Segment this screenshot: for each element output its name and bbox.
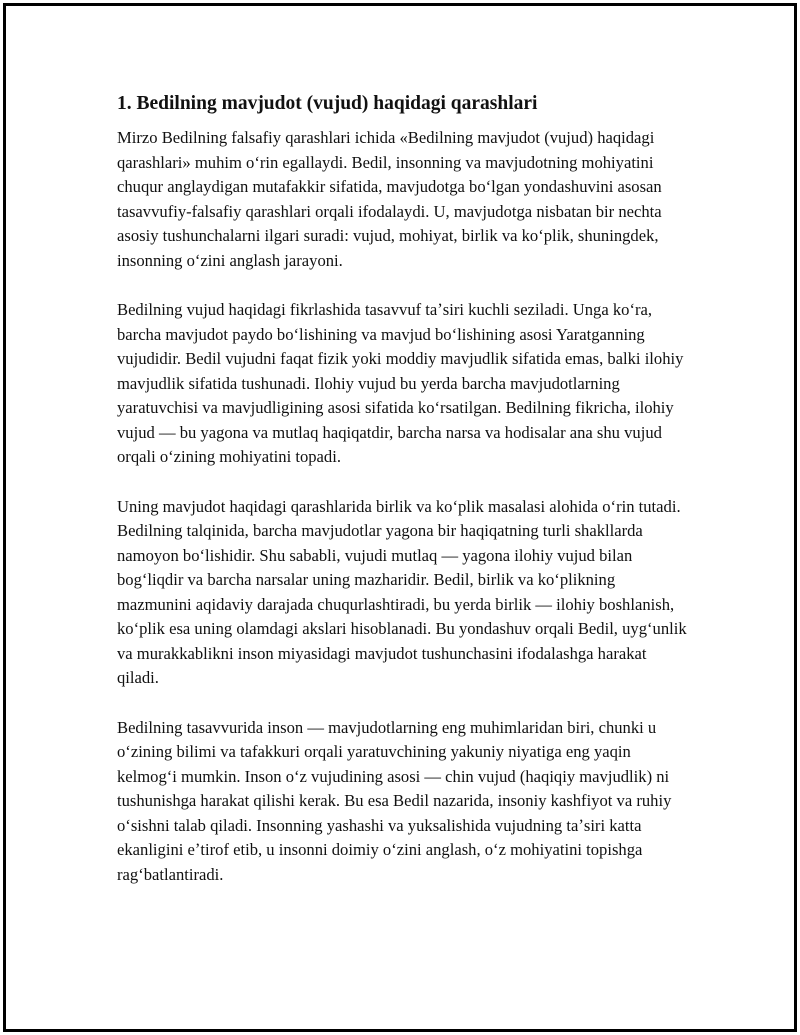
section-heading: 1. Bedilning mavjudot (vujud) haqidagi qarashlari (117, 93, 538, 114)
paragraph-2: Bedilning vujud haqidagi fikrlashida tasavvuf taʼsiri kuchli seziladi. Unga koʻra, barcha mavjudot paydo boʻlishining va mavjud boʻlishining asosi Yaratganning vujudidir. Bedil vujudni faqat fizik yoki moddiy mavjudlik sifatida emas, balki ilohiy mavjudlik sifatida tushunadi. Ilohiy vujud bu yerda barcha mavjudotlarning yaratuvchisi va mavjudligining asosi sifatida koʻrsatilgan. Bedilning fikricha, ilohiy vujud — bu yagona va mutlaq haqiqatdir, barcha narsa va hodisalar ana shu vujud orqali oʻzining mohiyatini topadi. (117, 300, 684, 466)
paragraph-3: Uning mavjudot haqidagi qarashlarida birlik va koʻplik masalasi alohida oʻrin tutadi. Bedilning talqinida, barcha mavjudotlar yagona bir haqiqatning turli shakllarda namoyon boʻlishidir. Shu sababli, vujudi mutlaq — yagona ilohiy vujud bilan bogʻliqdir va barcha narsalar uning mazharidir. Bedil, birlik va koʻplikning mazmunini aqidaviy darajada chuqurlashtiradi, bu yerda birlik — ilohiy boshlanish, koʻplik esa uning olamdagi akslari hisoblanadi. Bu yondashuv orqali Bedil, uygʻunlik va murakkablikni inson miyasidagi mavjudot tushunchasini ifodalashga harakat qiladi. (117, 496, 687, 687)
paragraph-1: Mirzo Bedilning falsafiy qarashlari ichida «Bedilning mavjudot (vujud) haqidagi qarashlari» muhim oʻrin egallaydi. Bedil, insonning va mavjudotning mohiyatini chuqur anglaydigan mutafakkir sifatida, mavjudotga boʻlgan yondashuvini asosan tasavvufiy-falsafiy qarashlari orqali ifodalaydi. U, mavjudotga nisbatan bir nechta asosiy tushunchalarni ilgari suradi: vujud, mohiyat, birlik va koʻplik, shuningdek, insonning oʻzini anglash jarayoni. (117, 128, 662, 270)
document-body (117, 92, 692, 912)
paragraph-4: Bedilning tasavvurida inson — mavjudotlarning eng muhimlaridan biri, chunki u oʻzining bilimi va tafakkuri orqali yaratuvchining yakuniy niyatiga eng yaqin kelmogʻi mumkin. Inson oʻz vujudining asosi — chin vujud (haqiqiy mavjudlik) ni tushunishga harakat qilishi kerak. Bu esa Bedil nazarida, insoniy kashfiyot va ruhiy oʻsishni talab qiladi. Insonning yashashi va yuksalishida vujudning taʼsiri katta ekanligini eʼtirof etib, u insonni doimiy oʻzini anglash, oʻz mohiyatini topishga ragʻbatlantiradi. (117, 717, 672, 884)
